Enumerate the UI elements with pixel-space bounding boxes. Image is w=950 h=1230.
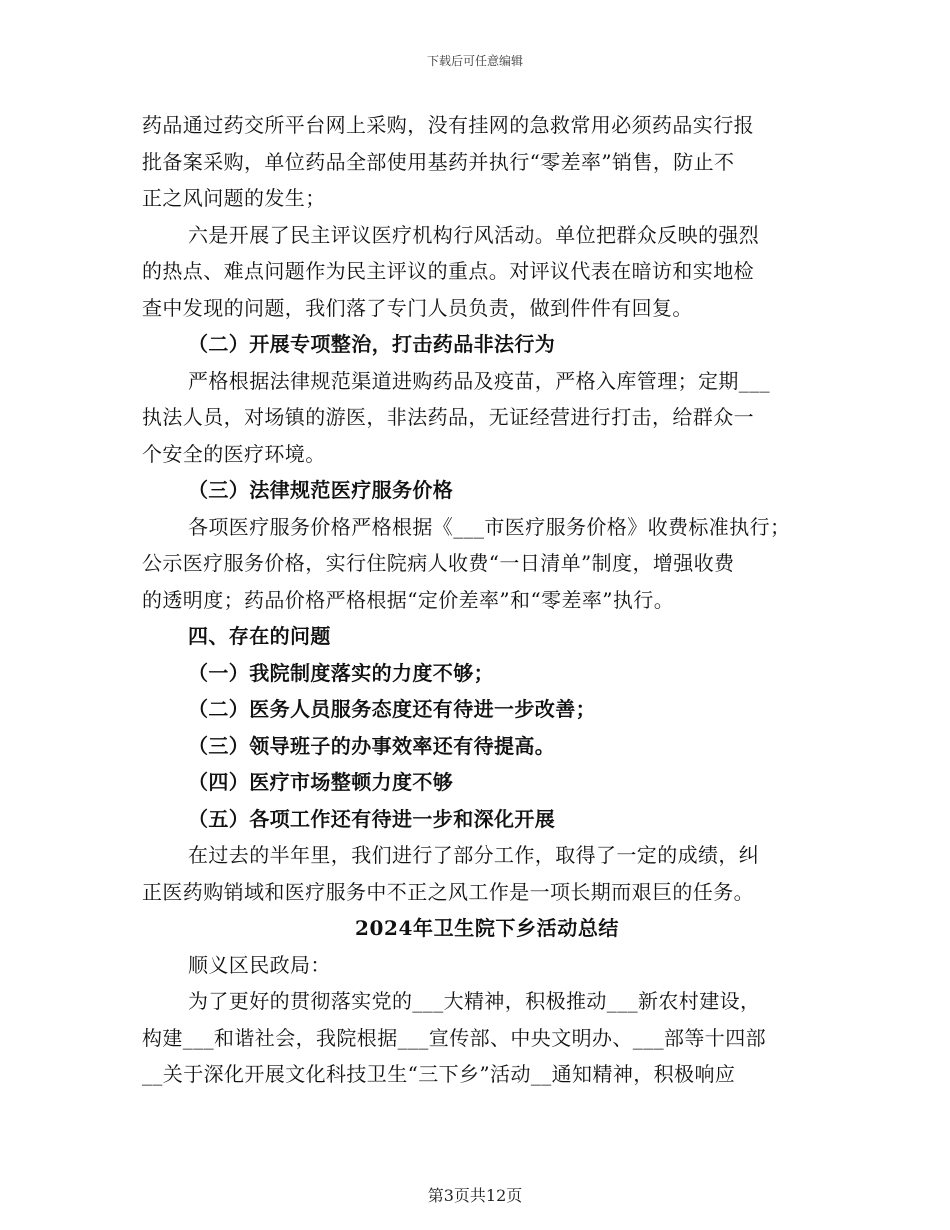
paragraph-line: 正医药购销域和医疗服务中不正之风工作是一项长期而艰巨的任务。 <box>142 879 754 904</box>
section-heading: （二）开展专项整治，打击药品非法行为 <box>188 332 556 356</box>
list-item: （四）医疗市场整顿力度不够 <box>188 770 454 794</box>
paragraph-line: 批备案采购，单位药品全部使用基药并执行“零差率”销售，防止不 <box>142 149 735 174</box>
paragraph-line: 公示医疗服务价格，实行住院病人收费“一日清单”制度，增强收费 <box>142 551 735 575</box>
paragraph-line: 正之风问题的发生； <box>142 186 326 210</box>
list-item: （三）领导班子的办事效率还有待提高。 <box>188 733 556 758</box>
paragraph-line: 执法人员，对场镇的游医，非法药品，无证经营进行打击，给群众一 <box>142 405 754 429</box>
paragraph-line: 个安全的医疗环境。 <box>142 441 326 466</box>
section-heading: 四、存在的问题 <box>188 624 331 648</box>
paragraph-line: 各项医疗服务价格严格根据《___市医疗服务价格》收费标准执行； <box>188 514 791 539</box>
paragraph-line: 药品通过药交所平台网上采购，没有挂网的急救常用必须药品实行报 <box>142 113 754 137</box>
section-heading: （三）法律规范医疗服务价格 <box>188 478 454 502</box>
paragraph-line: 的热点、难点问题作为民主评议的重点。对评议代表在暗访和实地检 <box>142 259 754 283</box>
paragraph-line: __关于深化开展文化科技卫生“三下乡”活动__通知精神，积极响应 <box>142 1062 736 1086</box>
list-item: （五）各项工作还有待进一步和深化开展 <box>188 806 556 831</box>
page-footer: 第3页共12页 <box>427 1186 523 1205</box>
paragraph-line: 的透明度；药品价格严格根据“定价差率”和“零差率”执行。 <box>142 587 675 612</box>
list-item: （二）医务人员服务态度还有待进一步改善； <box>188 697 596 721</box>
paragraph-line: 在过去的半年里，我们进行了部分工作，取得了一定的成绩，纠 <box>188 843 760 867</box>
paragraph-line: 构建___和谐社会，我院根据___宣传部、中央文明办、___部等十四部 <box>142 1025 766 1050</box>
salutation: 顺义区民政局： <box>188 952 331 977</box>
document-title: 2024年卫生院下乡活动总结 <box>354 916 620 940</box>
paragraph-line: 六是开展了民主评议医疗机构行风活动。单位把群众反映的强烈 <box>188 222 760 247</box>
document-body <box>142 107 832 1093</box>
paragraph-line: 查中发现的问题，我们落了专门人员负责，做到件件有回复。 <box>142 295 693 320</box>
page-header: 下载后可任意编辑 <box>426 54 523 68</box>
paragraph-line: 严格根据法律规范渠道进购药品及疫苗，严格入库管理；定期___ <box>188 368 770 393</box>
paragraph-line: 为了更好的贯彻落实党的___大精神，积极推动___新农村建设， <box>188 989 761 1013</box>
list-item: （一）我院制度落实的力度不够； <box>188 660 494 685</box>
